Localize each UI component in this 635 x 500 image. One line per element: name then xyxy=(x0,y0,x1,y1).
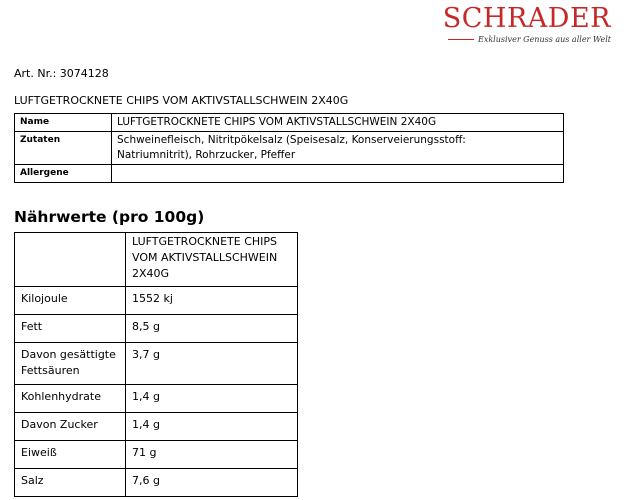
table-row xyxy=(15,413,298,441)
nutrient-value: 7,6 g xyxy=(126,469,298,497)
nutrient-value: 1,4 g xyxy=(126,385,298,413)
column-header-line-1: LUFTGETROCKNETE CHIPS xyxy=(132,235,278,248)
row-value xyxy=(112,165,564,183)
nutrient-label-line-1: Davon gesättigte xyxy=(21,348,116,361)
logo-wordmark: SCHRADER xyxy=(442,3,611,34)
brand-logo xyxy=(431,4,611,44)
table-row xyxy=(15,343,298,385)
product-info-table xyxy=(14,113,564,183)
article-number: Art. Nr.: 3074128 xyxy=(14,67,109,80)
row-label: Name xyxy=(15,114,112,132)
table-row-ingredients xyxy=(15,132,564,165)
nutrient-label: Eiweiß xyxy=(15,441,126,469)
nutrition-header-row xyxy=(15,233,298,287)
nutrient-value: 71 g xyxy=(126,441,298,469)
table-row xyxy=(15,385,298,413)
ingredients-line-2: Natriumnitrit), Rohrzucker, Pfeffer xyxy=(117,149,296,161)
header-empty-cell xyxy=(15,233,126,287)
table-row-name xyxy=(15,114,564,132)
table-row xyxy=(15,287,298,315)
nutrient-value: 1552 kj xyxy=(126,287,298,315)
nutrient-label: Fett xyxy=(15,315,126,343)
logo-tagline: Exklusiver Genuss aus aller Welt xyxy=(477,35,611,44)
table-row xyxy=(15,315,298,343)
column-header-line-3: 2X40G xyxy=(132,267,170,280)
row-label: Allergene xyxy=(15,165,112,183)
logo-rule-line xyxy=(448,39,474,40)
table-row xyxy=(15,469,298,497)
ingredients-line-1: Schweinefleisch, Nitritpökelsalz (Speisesalz, Konserveierungsstoff: xyxy=(117,134,466,146)
nutrient-label xyxy=(15,343,126,385)
nutrient-label: Davon Zucker xyxy=(15,413,126,441)
table-row xyxy=(15,441,298,469)
nutrient-label-line-2: Fettsäuren xyxy=(21,364,80,377)
row-label: Zutaten xyxy=(15,132,112,165)
nutrient-label: Salz xyxy=(15,469,126,497)
nutrient-label: Kohlenhydrate xyxy=(15,385,126,413)
row-value: LUFTGETROCKNETE CHIPS VOM AKTIVSTALLSCHWEIN 2X40G xyxy=(112,114,564,132)
row-value xyxy=(112,132,564,165)
table-row-allergens xyxy=(15,165,564,183)
product-title: LUFTGETROCKNETE CHIPS VOM AKTIVSTALLSCHWEIN 2X40G xyxy=(14,94,349,107)
nutrient-value: 1,4 g xyxy=(126,413,298,441)
nutrient-value: 3,7 g xyxy=(126,343,298,385)
nutrition-table xyxy=(14,232,298,497)
nutrient-label: Kilojoule xyxy=(15,287,126,315)
nutrition-heading: Nährwerte (pro 100g) xyxy=(14,208,205,226)
logo-tagline-row xyxy=(431,35,611,44)
nutrition-column-header xyxy=(126,233,298,287)
nutrient-value: 8,5 g xyxy=(126,315,298,343)
column-header-line-2: VOM AKTIVSTALLSCHWEIN xyxy=(132,251,278,264)
